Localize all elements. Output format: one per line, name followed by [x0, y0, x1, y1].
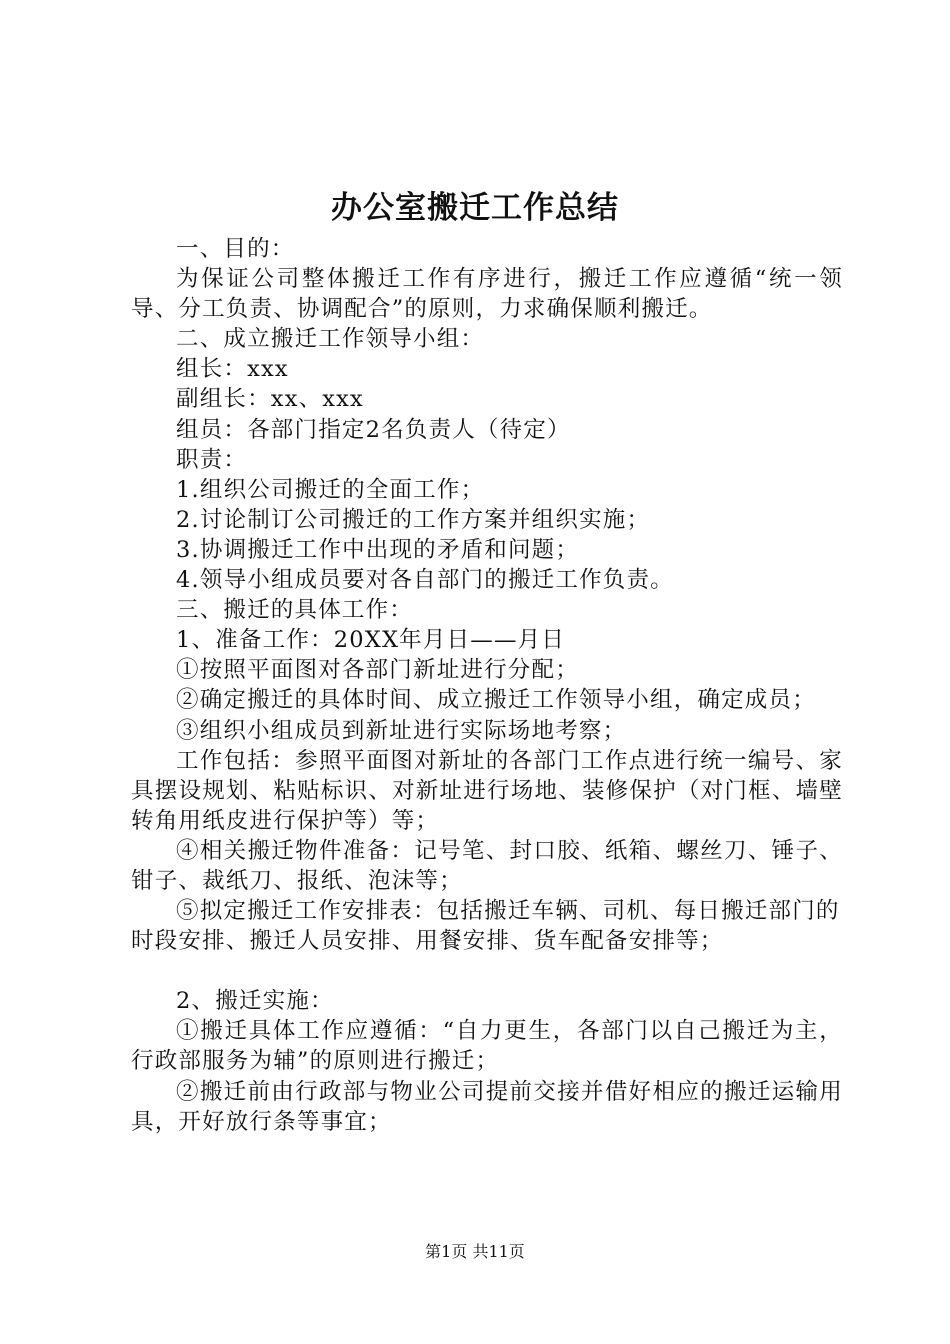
subsection-implementation: 2、搬迁实施： — [176, 988, 334, 1015]
paragraph-duties-heading: 职责： — [176, 446, 248, 473]
document-title: 办公室搬迁工作总结 — [331, 190, 619, 226]
page-footer: 第1页 共11页 — [425, 1242, 525, 1261]
duty-item-4: 4.领导小组成员要对各自部门的搬迁工作负责。 — [176, 567, 674, 594]
paragraph-members: 组员：各部门指定2名负责人（待定） — [176, 416, 571, 443]
preparation-item-4: ④相关搬迁物件准备：记号笔、封口胶、纸箱、螺丝刀、锤子、钳子、裁纸刀、报纸、泡沫等； — [131, 837, 843, 894]
duty-item-1: 1.组织公司搬迁的全面工作； — [176, 476, 485, 503]
section-heading-leadership-group: 二、成立搬迁工作领导小组： — [176, 326, 485, 353]
paragraph-work-includes: 工作包括：参照平面图对新址的各部门工作点进行统一编号、家具摆设规划、粘贴标识、对新址进行场地、装修保护（对门框、墙壁转角用纸皮进行保护等）等； — [131, 747, 843, 834]
preparation-item-1: ①按照平面图对各部门新址进行分配； — [176, 657, 579, 684]
paragraph-spacer — [131, 956, 843, 986]
duty-item-2: 2.讨论制订公司搬迁的工作方案并组织实施； — [176, 506, 651, 533]
section-heading-purpose: 一、目的： — [176, 236, 295, 262]
preparation-item-5: ⑤拟定搬迁工作安排表：包括搬迁车辆、司机、每日搬迁部门的时段安排、搬迁人员安排、用餐安排、货车配备安排等； — [131, 898, 840, 955]
paragraph-purpose: 为保证公司整体搬迁工作有序进行，搬迁工作应遵循“统一领导、分工负责、协调配合”的原则，力求确保顺利搬迁。 — [131, 266, 843, 323]
preparation-item-2: ②确定搬迁的具体时间、成立搬迁工作领导小组，确定成员； — [176, 687, 816, 714]
paragraph-deputy-leader: 副组长：xx、xxx — [176, 386, 364, 413]
paragraph-group-leader: 组长：xxx — [176, 356, 289, 383]
implementation-item-1: ①搬迁具体工作应遵循：“自力更生，各部门以自己搬迁为主，行政部服务为辅”的原则进行搬迁； — [131, 1018, 843, 1075]
implementation-item-2: ②搬迁前由行政部与物业公司提前交接并借好相应的搬迁运输用具，开好放行条等事宜； — [131, 1078, 843, 1135]
preparation-item-3: ③组织小组成员到新址进行实际场地考察； — [176, 717, 627, 744]
duty-item-3: 3.协调搬迁工作中出现的矛盾和问题； — [176, 536, 580, 563]
section-heading-specific-work: 三、搬迁的具体工作： — [176, 597, 414, 624]
subsection-preparation: 1、准备工作：20XX年月日——月日 — [176, 627, 566, 654]
document-body — [131, 234, 843, 1137]
